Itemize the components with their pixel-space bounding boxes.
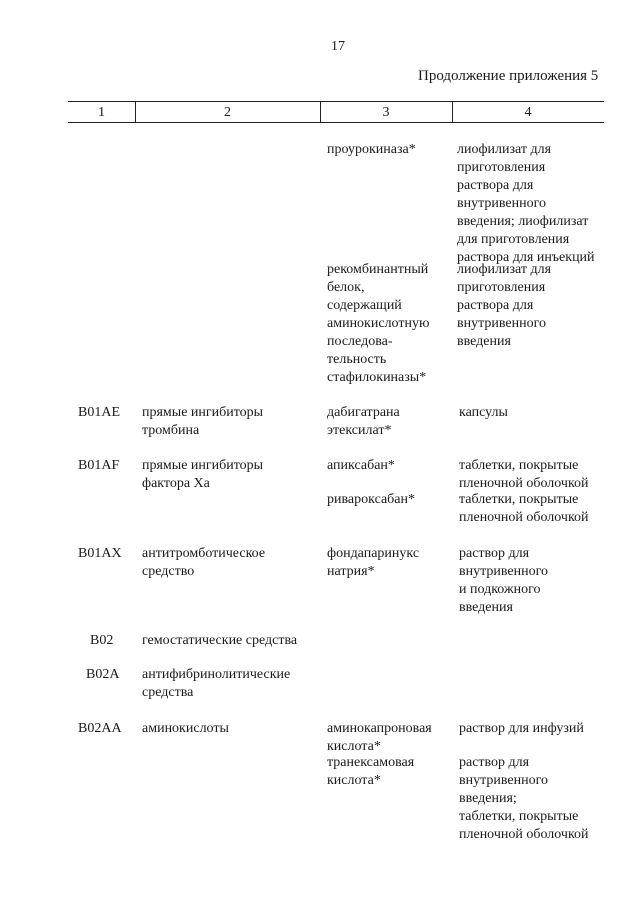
table-cell-code: B02 [90,633,114,648]
table-cell-group: аминокислоты [142,721,229,736]
table-cell-form: таблетки, покрытые пленочной оболочкой [459,492,589,525]
column-header-4: 4 [524,105,532,120]
table-cell-name: фондапаринукс натрия* [327,546,420,579]
table-cell-name: ривароксабан* [327,492,416,507]
table-cell-name: рекомбинантный белок, содержащий аминокислотную последова- тельность стафилокиназы* [327,262,430,385]
table-cell-group: прямые ингибиторы фактора Xa [142,458,264,491]
column-header-1: 1 [98,105,105,120]
table-cell-form: капсулы [459,405,508,420]
table-cell-code: B01AF [78,458,120,473]
page-number: 17 [331,39,345,54]
table-cell-name: апиксабан* [327,458,395,473]
continuation-label: Продолжение приложения 5 [418,68,599,84]
table-cell-form: раствор для инфузий [459,721,584,736]
table-cell-name: транексамовая кислота* [327,755,415,788]
table-cell-code: B02AA [78,721,122,736]
table-cell-form: лиофилизат для приготовления раствора для внутривенного введения; лиофилизат для приготовления раствора для инъекций [457,142,595,265]
table-cell-form: таблетки, покрытые пленочной оболочкой [459,458,589,491]
table-cell-code: B02A [86,667,120,682]
column-header-3: 3 [382,105,390,120]
table-cell-name: дабигатрана этексилат* [327,405,400,438]
header-bottom-rule [68,122,604,123]
table-cell-form: раствор для внутривенного введения; таблетки, покрытые пленочной оболочкой [459,755,589,842]
table-cell-name: аминокапроновая кислота* [327,721,432,754]
table-cell-name: проурокиназа* [327,142,416,157]
table-cell-group: прямые ингибиторы тромбина [142,405,264,438]
table-cell-group: гемостатические средства [142,633,298,648]
table-cell-group: антитромботическое средство [142,546,266,579]
table-cell-form: раствор для внутривенного и подкожного введения [459,546,549,615]
table-cell-group: антифибринолитические средства [142,667,291,700]
header-top-rule [68,101,604,102]
table-cell-code: B01AE [78,405,120,420]
column-header-2: 2 [224,105,231,120]
table-cell-code: B01AX [78,546,122,561]
table-cell-form: лиофилизат для приготовления раствора для внутривенного введения [457,262,552,349]
